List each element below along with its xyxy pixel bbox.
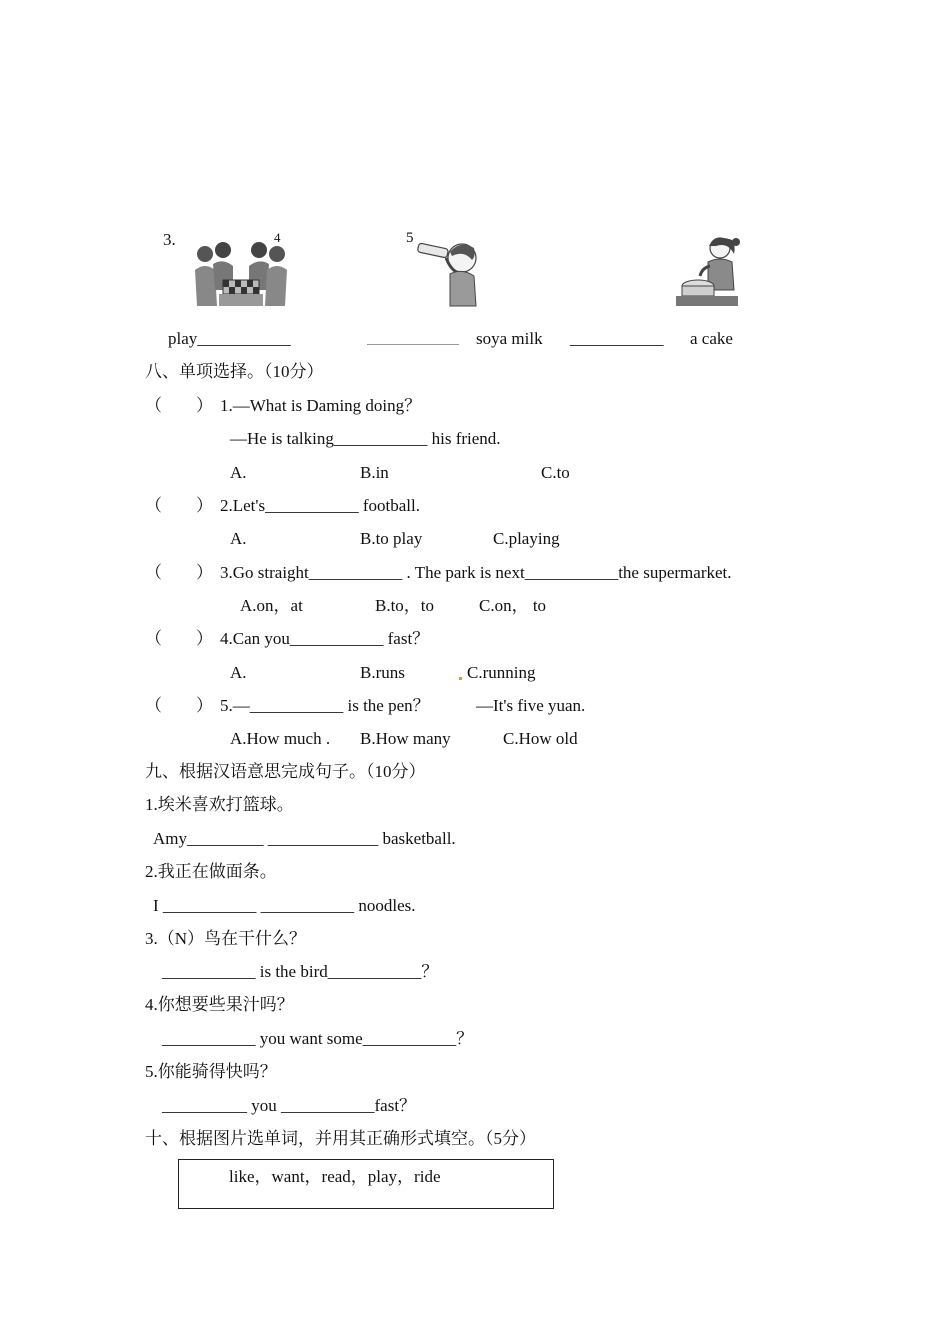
q3-paren: （ ） [145,563,213,582]
q4-option-a: A. [230,663,247,682]
q4-paren: （ ） [145,629,213,648]
player-head-2 [215,242,231,258]
girl-making-cake-picture [676,234,742,308]
picture-label-3: ___________ [570,329,664,348]
q2-option-a: A. [230,529,247,548]
q2-paren: （ ） [145,496,213,515]
fragment-4: 4 [274,230,281,245]
q1-paren: （ ） [145,396,213,415]
q3-text: 3.Go straight___________ . The park is next___________the supermarket. [220,563,732,582]
player-body-4 [265,266,287,306]
stray-dot [459,677,462,680]
picture-label-1: play___________ [168,329,291,348]
player-head-4 [269,246,285,262]
word-bank-text: like，want，read，play，ride [229,1167,441,1186]
q3-option-c: C.on， to [479,596,547,615]
q1-option-b: B.in [360,463,389,482]
q3-option-b: B.to，to [375,596,435,615]
table [219,294,263,306]
s9-q4-en: ___________ you want some___________？ [162,1029,474,1048]
q2-option-c: C.playing [493,529,560,548]
s9-q1-en: Amy_________ _____________ basketball. [153,829,456,848]
s9-q5-cn: 5.你能骑得快吗？ [145,1062,277,1081]
q1-line2: —He is talking___________ his friend. [230,429,501,448]
q5-option-b: B.How many [360,729,451,748]
chess-players-picture [193,240,289,308]
picture-blank-line-2 [367,344,459,345]
player-head-1 [197,246,213,262]
q2-text: 2.Let's___________ football. [220,496,420,515]
q1-text: 1.—What is Daming doing？ [220,396,422,415]
q3-option-a: A.on，at [240,596,303,615]
s9-q4-cn: 4.你想要些果汁吗？ [145,995,294,1014]
q5-paren: （ ） [145,696,213,715]
s9-q5-en: __________ you ___________fast？ [162,1096,417,1115]
q5-reply: —It's five yuan. [476,696,586,715]
cake-table [676,296,738,306]
q4-option-c: C.running [467,663,536,682]
section8-heading: 八、单项选择。（10分） [145,362,324,381]
s9-q2-en: I ___________ ___________ noodles. [153,896,416,915]
s9-q3-cn: 3.（N）鸟在干什么？ [145,929,307,948]
q4-text: 4.Can you___________ fast？ [220,629,430,648]
s9-q1-cn: 1.埃米喜欢打篮球。 [145,795,294,814]
picture-label-2: soya milk [476,329,543,348]
boy-body [450,271,476,306]
s9-q3-en: ___________ is the bird___________？ [162,962,439,981]
q4-option-b: B.runs [360,663,405,682]
boy-drinking-picture [416,238,482,308]
q5-option-c: C.How old [503,729,578,748]
section9-heading: 九、根据汉语意思完成句子。（10分） [145,762,426,781]
player-head-3 [251,242,267,258]
picture-row-number: 3. [163,230,176,249]
q2-option-b: B.to play [360,529,423,548]
s9-q2-cn: 2.我正在做面条。 [145,862,277,881]
section10-heading: 十、根据图片选单词，并用其正确形式填空。（5分） [145,1129,536,1148]
q1-option-a: A. [230,463,247,482]
q5-option-a: A.How much . [230,729,331,748]
q5-text: 5.—___________ is the pen？ [220,696,430,715]
fragment-5: 5 [406,230,414,246]
picture-label-4: a cake [690,329,733,348]
q1-option-c: C.to [541,463,570,482]
